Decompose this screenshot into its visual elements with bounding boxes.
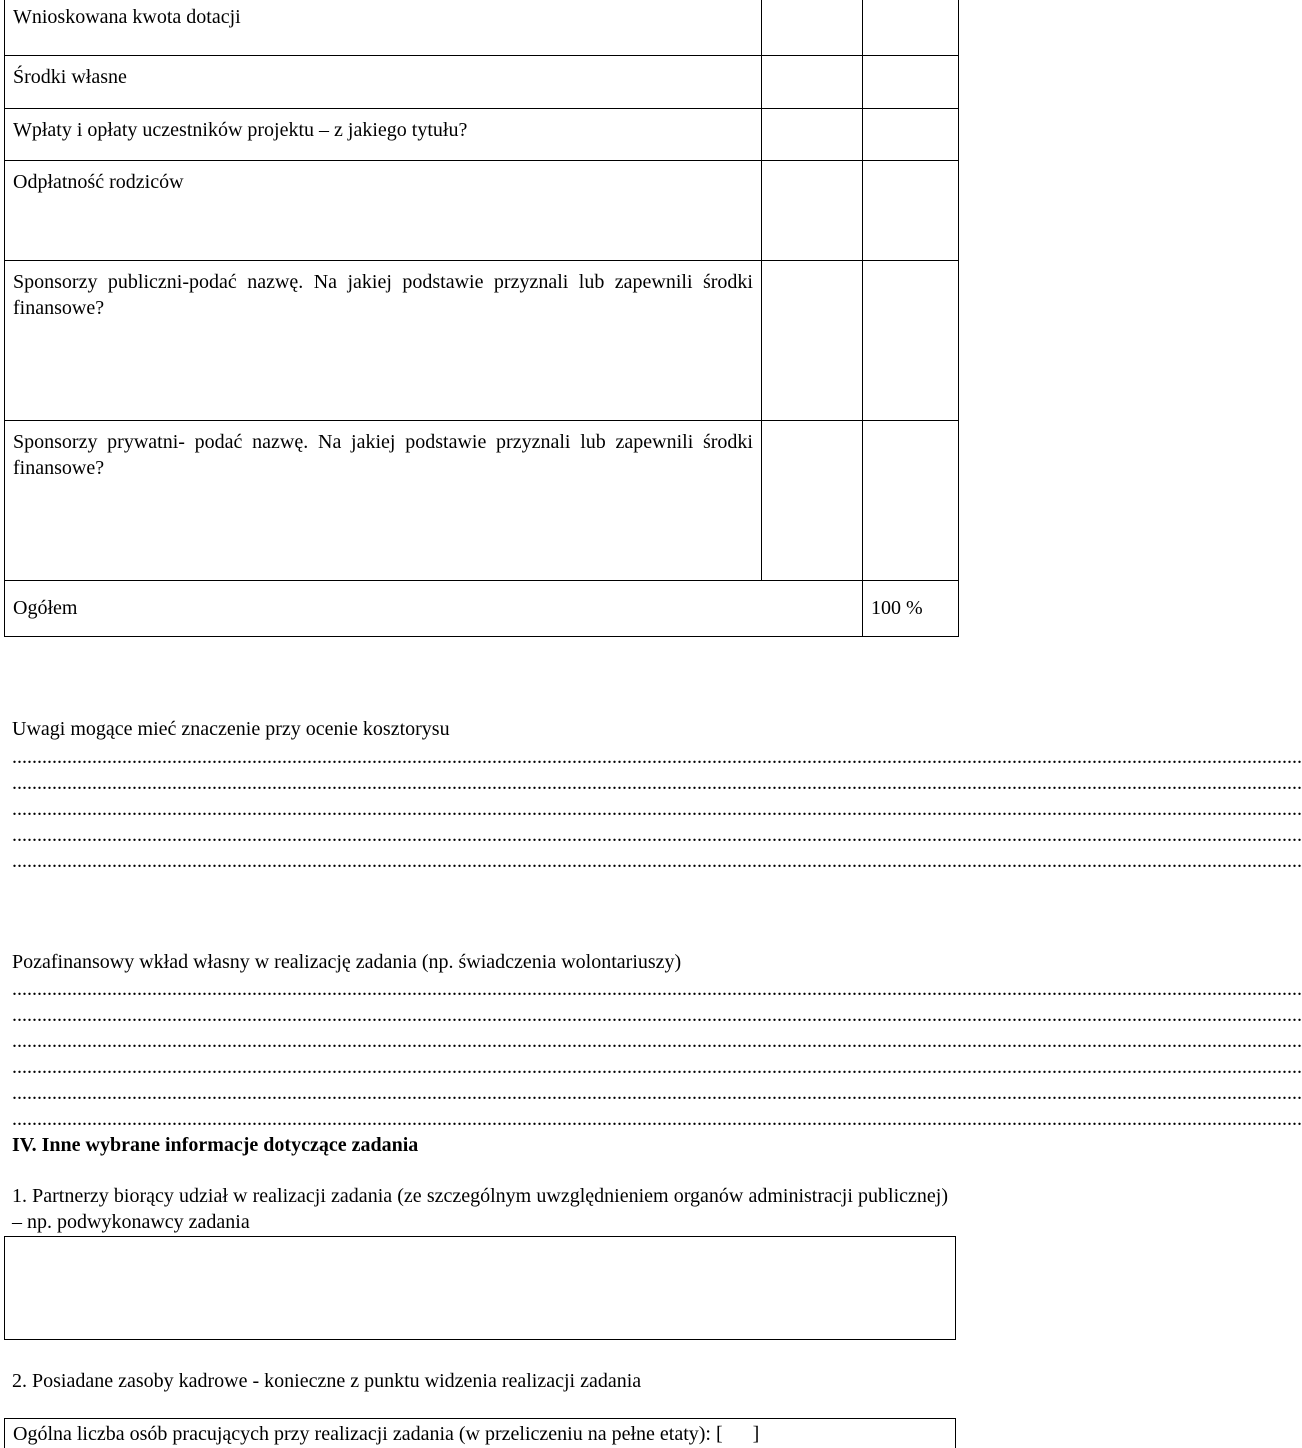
partners-item: 1. Partnerzy biorący udział w realizacji zadania (ze szczególnym uwzględnieniem organów administracji publicznej) – np. podwykonawcy zadania xyxy=(12,1185,948,1233)
non-financial-dots[interactable] xyxy=(12,976,1302,1132)
remarks-label: Uwagi mogące mieć znaczenie przy ocenie kosztorysu xyxy=(12,718,450,740)
budget-cell-amount[interactable] xyxy=(762,160,863,260)
budget-cell-amount[interactable] xyxy=(762,108,863,160)
section-iv-heading: IV. Inne wybrane informacje dotyczące zadania xyxy=(12,1134,419,1156)
budget-row-label: Odpłatność rodziców xyxy=(5,160,762,260)
budget-row-label: Sponsorzy prywatni- podać nazwę. Na jakiej podstawie przyznali lub zapewnili środki finansowe? xyxy=(5,420,762,580)
budget-cell-percent[interactable] xyxy=(863,0,959,55)
budget-row xyxy=(5,0,959,55)
budget-row-label: Wpłaty i opłaty uczestników projektu – z jakiego tytułu? xyxy=(5,108,762,160)
dot-line: .................................................................................................................................................................................................................................................................. xyxy=(12,746,1302,768)
dot-line: .................................................................................................................................................................................................................................................................. xyxy=(12,1108,1302,1130)
budget-row xyxy=(5,108,959,160)
partners-input-box[interactable] xyxy=(4,1236,956,1340)
dot-line: .................................................................................................................................................................................................................................................................. xyxy=(12,1030,1302,1052)
total-label: Ogółem xyxy=(5,580,863,636)
budget-cell-amount[interactable] xyxy=(762,260,863,420)
budget-row xyxy=(5,260,959,420)
budget-table xyxy=(4,0,959,637)
budget-cell-amount[interactable] xyxy=(762,0,863,55)
budget-row xyxy=(5,55,959,108)
dot-line: .................................................................................................................................................................................................................................................................. xyxy=(12,772,1302,794)
dot-line: .................................................................................................................................................................................................................................................................. xyxy=(12,824,1302,846)
dot-line: .................................................................................................................................................................................................................................................................. xyxy=(12,1082,1302,1104)
budget-total-row xyxy=(5,580,959,636)
budget-cell-amount[interactable] xyxy=(762,55,863,108)
dot-line: .................................................................................................................................................................................................................................................................. xyxy=(12,798,1302,820)
remarks-dots[interactable] xyxy=(12,744,1302,874)
non-financial-label: Pozafinansowy wkład własny w realizację zadania (np. świadczenia wolontariuszy) xyxy=(12,951,682,973)
budget-cell-percent[interactable] xyxy=(863,108,959,160)
staff-count-field[interactable]: Ogólna liczba osób pracujących przy realizacji zadania (w przeliczeniu na pełne etaty): [ ] xyxy=(4,1418,956,1448)
staff-item: 2. Posiadane zasoby kadrowe - konieczne z punktu widzenia realizacji zadania xyxy=(12,1370,642,1392)
budget-row xyxy=(5,420,959,580)
budget-cell-amount[interactable] xyxy=(762,420,863,580)
budget-row-label: Wnioskowana kwota dotacji xyxy=(5,0,762,55)
dot-line: .................................................................................................................................................................................................................................................................. xyxy=(12,850,1302,872)
dot-line: .................................................................................................................................................................................................................................................................. xyxy=(12,1004,1302,1026)
dot-line: .................................................................................................................................................................................................................................................................. xyxy=(12,1056,1302,1078)
budget-cell-percent[interactable] xyxy=(863,260,959,420)
budget-row-label: Sponsorzy publiczni-podać nazwę. Na jakiej podstawie przyznali lub zapewnili środki finansowe? xyxy=(5,260,762,420)
budget-cell-percent[interactable] xyxy=(863,160,959,260)
dot-line: .................................................................................................................................................................................................................................................................. xyxy=(12,978,1302,1000)
budget-cell-percent[interactable] xyxy=(863,420,959,580)
total-percent: 100 % xyxy=(863,580,959,636)
budget-row-label: Środki własne xyxy=(5,55,762,108)
budget-cell-percent[interactable] xyxy=(863,55,959,108)
budget-row xyxy=(5,160,959,260)
